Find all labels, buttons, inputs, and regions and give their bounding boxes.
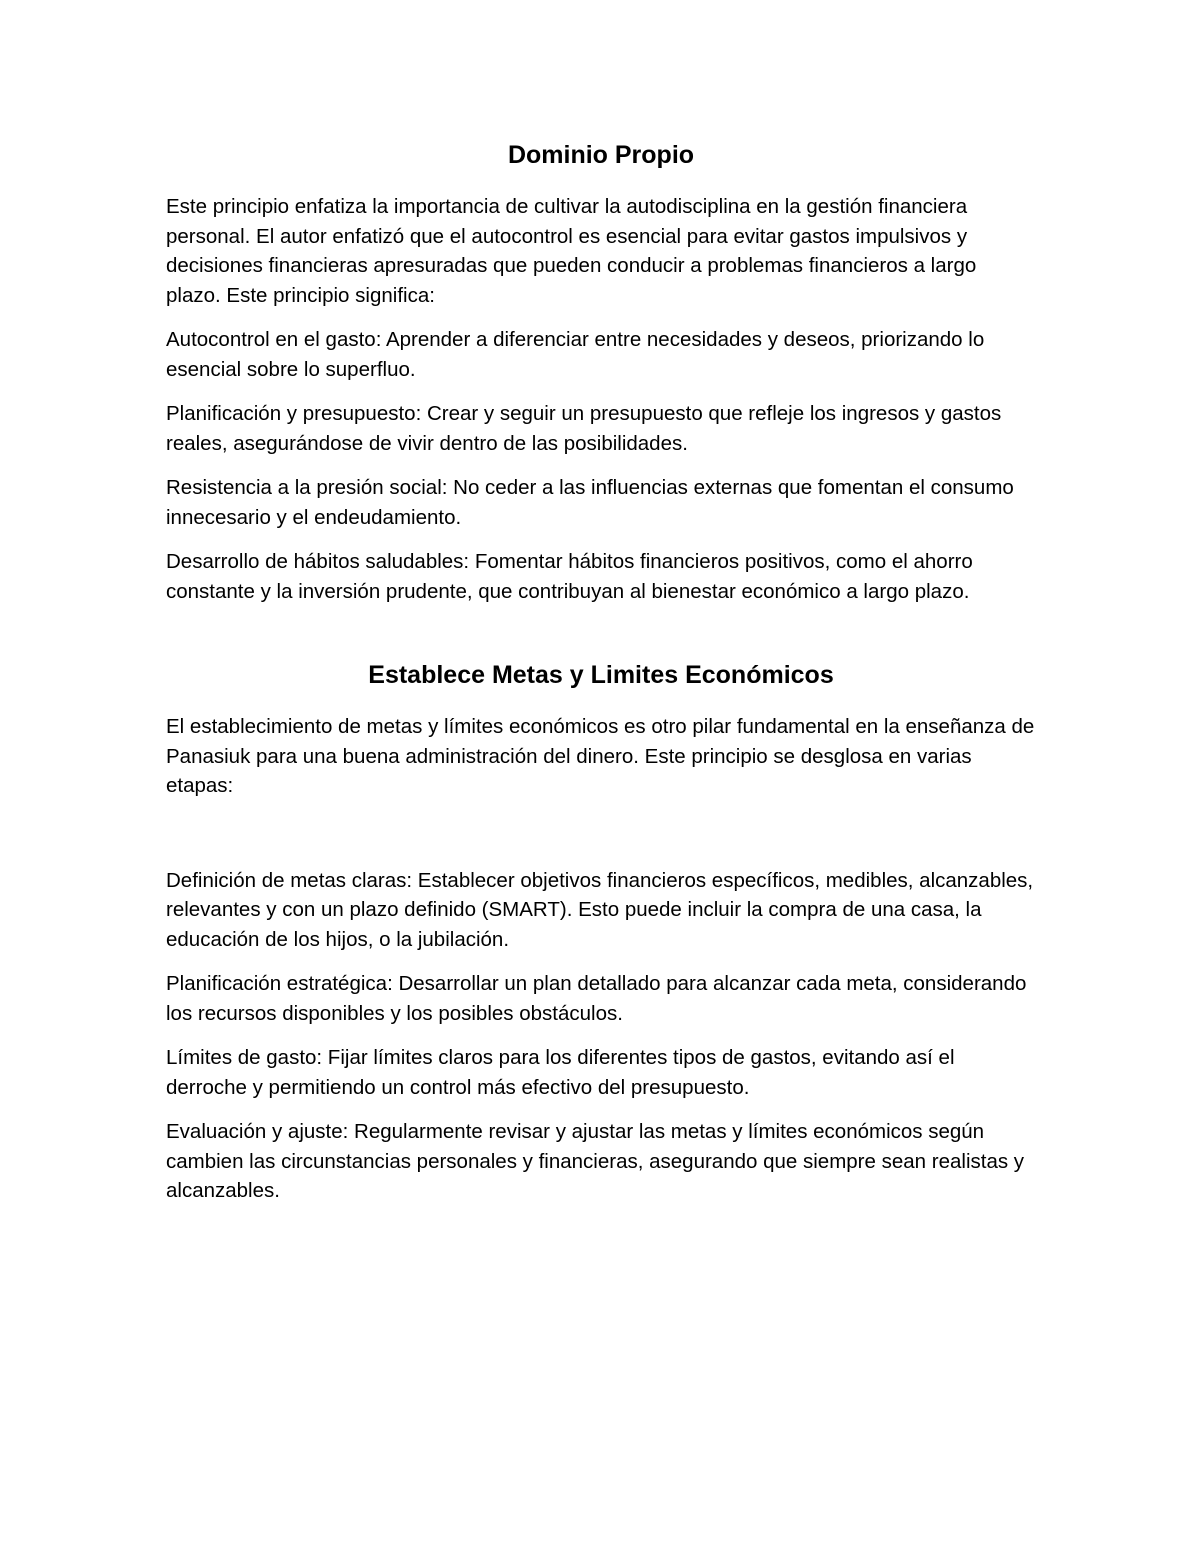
section-paragraph: Desarrollo de hábitos saludables: Fomentar hábitos financieros positivos, como el ahorro constante y la inversión prudente, que contribuyan al bienestar económico a largo plazo. [166, 550, 973, 603]
section-metas-limites [166, 658, 1036, 1206]
section-paragraph: Resistencia a la presión social: No ceder a las influencias externas que fomentan el consumo innecesario y el endeudamiento. [166, 476, 1014, 529]
section-paragraph: Límites de gasto: Fijar límites claros para los diferentes tipos de gastos, evitando así el derroche y permitiendo un control más efectivo del presupuesto. [166, 1046, 955, 1099]
blank-gap [166, 816, 1036, 866]
section-title: Establece Metas y Limites Económicos [368, 661, 834, 689]
section-dominio-propio [166, 138, 1036, 606]
section-paragraph: Autocontrol en el gasto: Aprender a diferenciar entre necesidades y deseos, priorizando lo esencial sobre lo superfluo. [166, 328, 985, 381]
section-intro: El establecimiento de metas y límites económicos es otro pilar fundamental en la enseñanza de Panasiuk para una buena administración del dinero. Este principio se desglosa en varias etapas: [166, 715, 1035, 797]
section-paragraph: Definición de metas claras: Establecer objetivos financieros específicos, medibles, alcanzables, relevantes y con un plazo definido (SMART). Esto puede incluir la compra de una casa, la educación de los hijos, o la jubilación. [166, 868, 1034, 951]
section-title: Dominio Propio [507, 141, 695, 169]
section-paragraph: Planificación estratégica: Desarrollar un plan detallado para alcanzar cada meta, considerando los recursos disponibles y los posibles obstáculos. [166, 972, 1027, 1025]
document-page [166, 138, 1036, 1221]
section-paragraph: Evaluación y ajuste: Regularmente revisar y ajustar las metas y límites económicos según cambien las circunstancias personales y financieras, asegurando que siempre sean realistas y alcanzables. [166, 1120, 1025, 1202]
section-paragraph: Planificación y presupuesto: Crear y seguir un presupuesto que refleje los ingresos y gastos reales, asegurándose de vivir dentro de las posibilidades. [166, 402, 1002, 455]
section-paragraph: Este principio enfatiza la importancia de cultivar la autodisciplina en la gestión financiera personal. El autor enfatizó que el autocontrol es esencial para evitar gastos impulsivos y decisiones financieras apresuradas que pueden conducir a problemas financieros a largo plazo. Este principio significa: [166, 195, 977, 307]
